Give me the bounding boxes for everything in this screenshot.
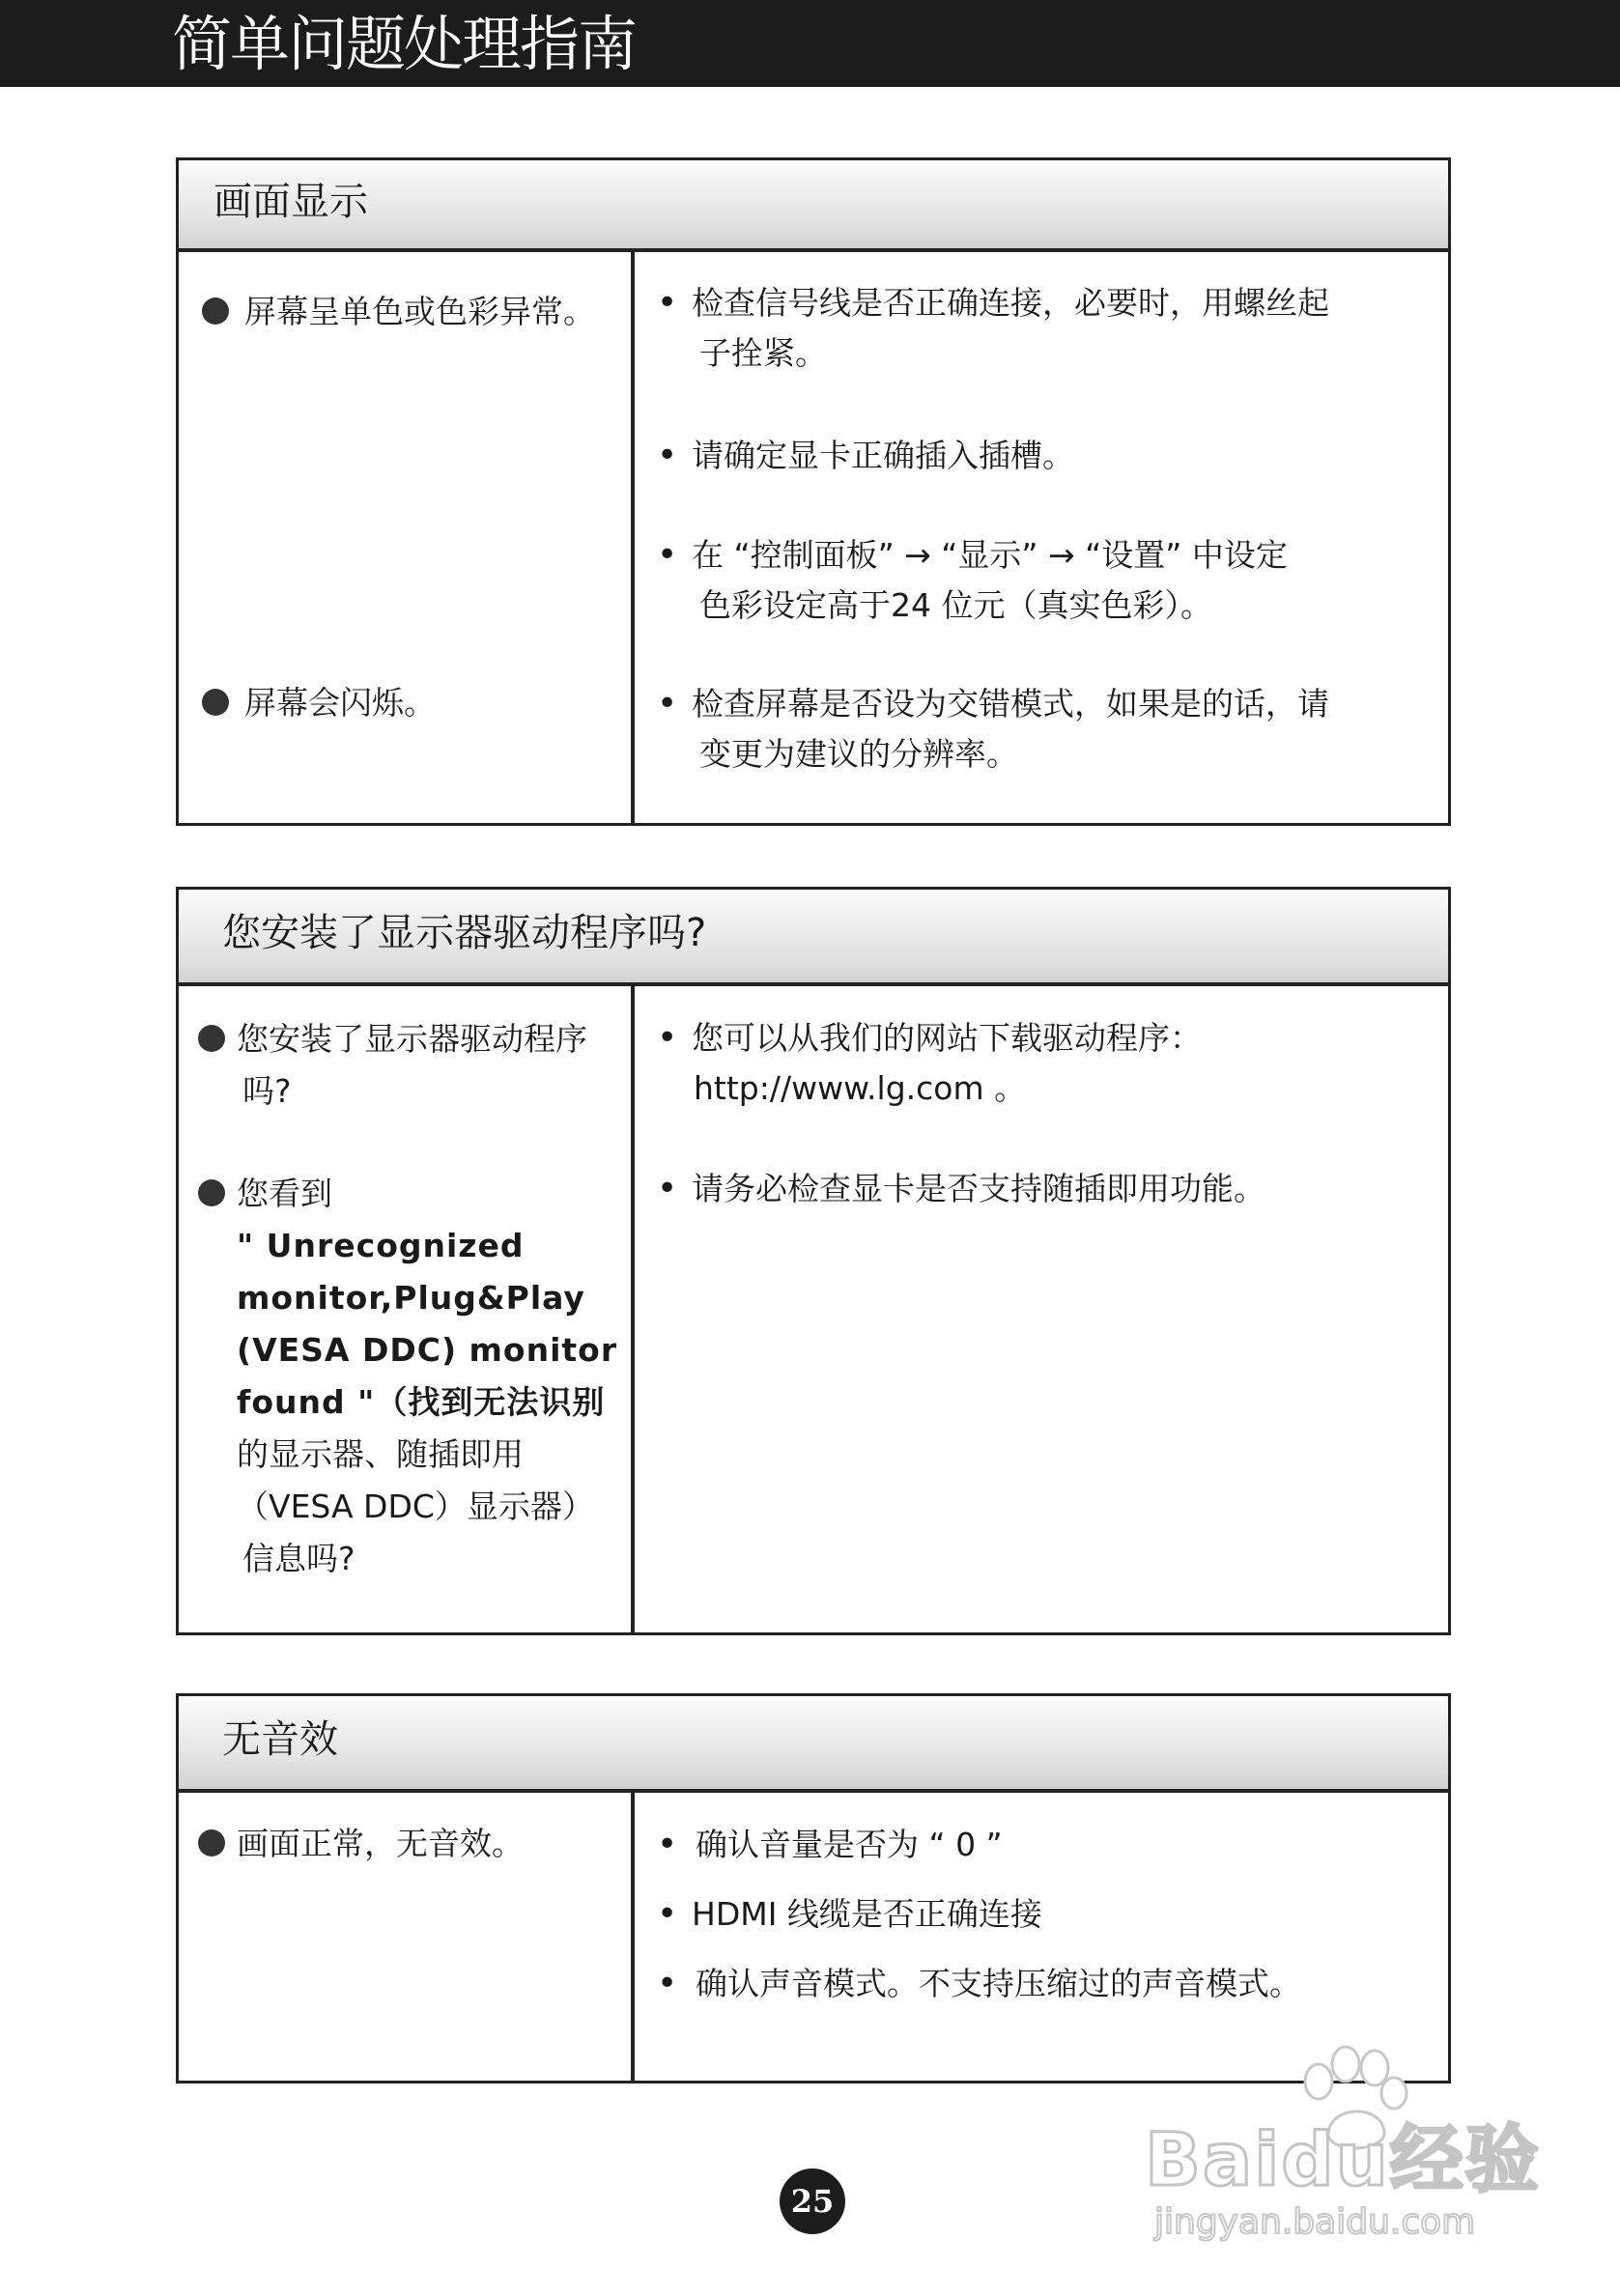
section-title: 画面显示 xyxy=(213,180,368,224)
solution-text: 检查屏幕是否设为交错模式，如果是的话，请 xyxy=(692,685,1329,723)
solution-item xyxy=(657,1164,1430,1214)
solution-item xyxy=(657,1820,1430,1870)
problem-text: (VESA DDC) monitor xyxy=(237,1331,618,1369)
page-title: 简单问题处理指南 xyxy=(172,9,637,79)
problem-item xyxy=(198,1013,623,1118)
problem-text: 吗? xyxy=(242,1072,292,1110)
problem-item xyxy=(198,1818,623,1870)
problem-text: 您看到 xyxy=(237,1175,332,1212)
solution-text: 子拴紧。 xyxy=(699,334,827,372)
problem-item xyxy=(202,677,627,729)
problem-text: " Unrecognized xyxy=(237,1227,525,1264)
section-display xyxy=(176,157,1451,826)
problem-text: 画面正常，无音效。 xyxy=(237,1825,524,1862)
bullet-dot-icon xyxy=(198,1025,225,1052)
problem-text: （VESA DDC）显示器） xyxy=(237,1488,594,1525)
solution-item xyxy=(657,1959,1430,2009)
solution-text: 在 “控制面板” → “显示” → “设置” 中设定 xyxy=(692,536,1288,574)
bullet-icon: • xyxy=(657,535,678,575)
bullet-icon: • xyxy=(657,283,678,323)
bullet-icon: • xyxy=(657,1825,678,1864)
column-divider xyxy=(631,986,635,1632)
column-divider xyxy=(631,1793,635,2081)
header-bar xyxy=(0,0,1620,87)
section-no-sound xyxy=(176,1693,1451,2083)
column-divider xyxy=(631,252,635,823)
section-driver xyxy=(176,887,1451,1635)
watermark-url: jingyan.baidu.com xyxy=(1154,2202,1476,2242)
bullet-icon: • xyxy=(657,436,678,475)
solution-item xyxy=(657,1013,1430,1114)
section-header xyxy=(179,1696,1448,1793)
page-number: 25 xyxy=(780,2168,845,2234)
baidu-watermark xyxy=(1145,2043,1560,2255)
problem-text: 的显示器、随插即用 xyxy=(237,1435,524,1473)
solution-item xyxy=(657,679,1430,780)
problem-text: 屏幕呈单色或色彩异常。 xyxy=(244,293,595,330)
solution-text: 变更为建议的分辨率。 xyxy=(699,735,1018,773)
watermark-brand: Baidu经验 xyxy=(1145,2116,1541,2202)
problem-item xyxy=(198,1220,623,1585)
bullet-icon: • xyxy=(657,1169,678,1208)
solution-text: 检查信号线是否正确连接，必要时，用螺丝起 xyxy=(692,284,1329,322)
bullet-dot-icon xyxy=(198,1179,225,1206)
website-link[interactable]: http://www.lg.com 。 xyxy=(694,1069,1027,1107)
problem-text: 您安装了显示器驱动程序 xyxy=(237,1020,587,1058)
solution-item xyxy=(657,431,1430,481)
bullet-icon: • xyxy=(657,1018,678,1058)
solution-item xyxy=(657,278,1430,379)
section-header xyxy=(179,160,1448,252)
solution-text: 确认声音模式。不支持压缩过的声音模式。 xyxy=(696,1965,1301,2002)
bullet-icon: • xyxy=(657,1964,678,2003)
section-title: 无音效 xyxy=(222,1717,338,1762)
solution-item xyxy=(657,1889,1430,1940)
problem-item xyxy=(202,286,627,338)
bullet-dot-icon xyxy=(202,689,229,716)
solution-text: 确认音量是否为 “ 0 ” xyxy=(696,1826,1003,1863)
bullet-icon: • xyxy=(657,1894,678,1934)
solution-item xyxy=(657,530,1430,631)
solution-text: 色彩设定高于24 位元（真实色彩）。 xyxy=(699,586,1212,624)
section-header xyxy=(179,890,1448,986)
solution-text: 您可以从我们的网站下载驱动程序： xyxy=(692,1019,1202,1057)
problem-text: 信息吗? xyxy=(242,1540,355,1577)
solution-text: HDMI 线缆是否正确连接 xyxy=(692,1895,1042,1933)
bullet-icon: • xyxy=(657,684,678,723)
problem-item xyxy=(198,1168,623,1220)
problem-text: monitor,Plug&Play xyxy=(237,1279,585,1317)
problem-text: 屏幕会闪烁。 xyxy=(244,684,436,722)
bullet-dot-icon xyxy=(198,1829,225,1857)
solution-text: 请务必检查显卡是否支持随插即用功能。 xyxy=(692,1170,1265,1207)
solution-text: 请确定显卡正确插入插槽。 xyxy=(692,437,1074,474)
problem-text: found "（找到无法识别 xyxy=(237,1383,606,1421)
section-title: 您安装了显示器驱动程序吗? xyxy=(222,911,707,955)
bullet-dot-icon xyxy=(202,298,229,325)
